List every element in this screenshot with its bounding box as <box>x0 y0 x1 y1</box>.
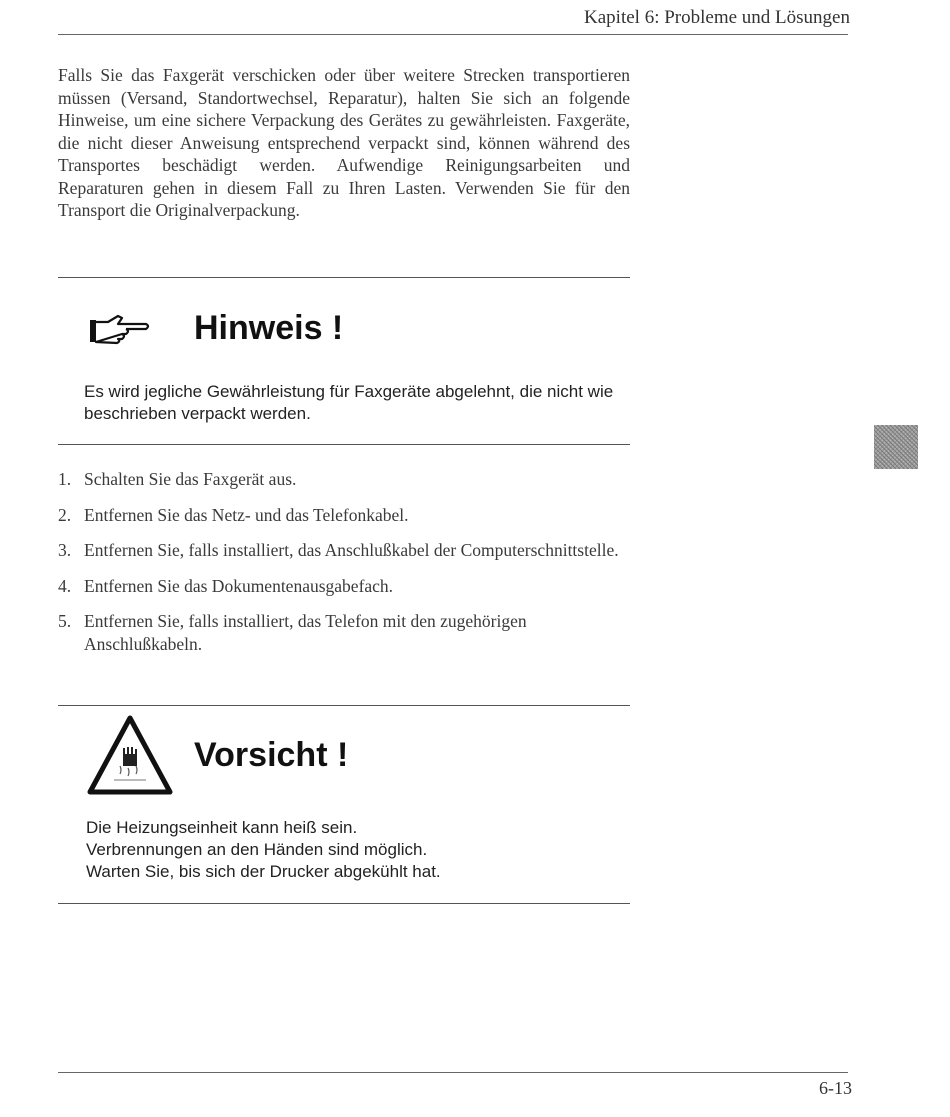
step-text: Entfernen Sie, falls installiert, das Anschlußkabel der Computerschnittstelle. <box>84 540 619 560</box>
step-text: Entfernen Sie, falls installiert, das Telefon mit den zugehörigen Anschlußkabeln. <box>84 611 527 654</box>
caution-title: Vorsicht ! <box>194 736 349 774</box>
page-number: 6-13 <box>819 1078 852 1098</box>
hint-title: Hinweis ! <box>194 309 344 347</box>
caution-line: Die Heizungseinheit kann heiß sein. <box>86 818 358 837</box>
section-rule <box>58 277 630 278</box>
chapter-thumb-tab <box>874 425 918 469</box>
hot-surface-warning-icon <box>86 714 174 796</box>
hint-text: Es wird jegliche Gewährleistung für Faxgeräte abgelehnt, die nicht wie beschrieben verpackt werden. <box>84 382 614 423</box>
caution-text <box>86 817 626 883</box>
pointing-hand-icon <box>88 310 152 348</box>
step-text: Entfernen Sie das Dokumentenausgabefach. <box>84 575 394 596</box>
caution-line: Warten Sie, bis sich der Drucker abgekühlt hat. <box>86 862 441 881</box>
step-number: 5. <box>58 611 72 631</box>
packing-steps <box>58 468 638 668</box>
list-item <box>58 575 638 598</box>
step-text: Schalten Sie das Faxgerät aus. <box>84 469 297 489</box>
intro-paragraph: Falls Sie das Faxgerät verschicken oder über weitere Strecken transportieren müssen (Versand, Standortwechsel, Reparatur), halten Sie sich an folgende Hinweise, um eine sichere Verpackung des Gerätes zu gewährleisten. Faxgeräte, die nicht dieser Anweisung entsprechend verpackt sind, können während des Transportes beschädigt werden. Aufwendige Reinigungsarbeiten und Reparaturen gehen in diesem Fall zu Ihren Lasten. Verwenden Sie für den Transport die Originalverpackung. <box>58 65 630 220</box>
header-rule <box>58 34 848 35</box>
step-text: Entfernen Sie das Netz- und das Telefonkabel. <box>84 504 409 525</box>
step-number: 2. <box>58 504 72 525</box>
footer-rule <box>58 1072 848 1073</box>
list-item <box>58 610 638 655</box>
step-number: 1. <box>58 469 72 489</box>
section-rule <box>58 705 630 706</box>
list-item <box>58 504 638 527</box>
chapter-header: Kapitel 6: Probleme und Lösungen <box>584 7 850 28</box>
step-number: 3. <box>58 540 72 560</box>
section-rule <box>58 903 630 904</box>
caution-line: Verbrennungen an den Händen sind möglich. <box>86 840 428 859</box>
list-item <box>58 468 638 491</box>
section-rule <box>58 444 630 445</box>
list-item <box>58 539 638 562</box>
step-number: 4. <box>58 575 72 596</box>
